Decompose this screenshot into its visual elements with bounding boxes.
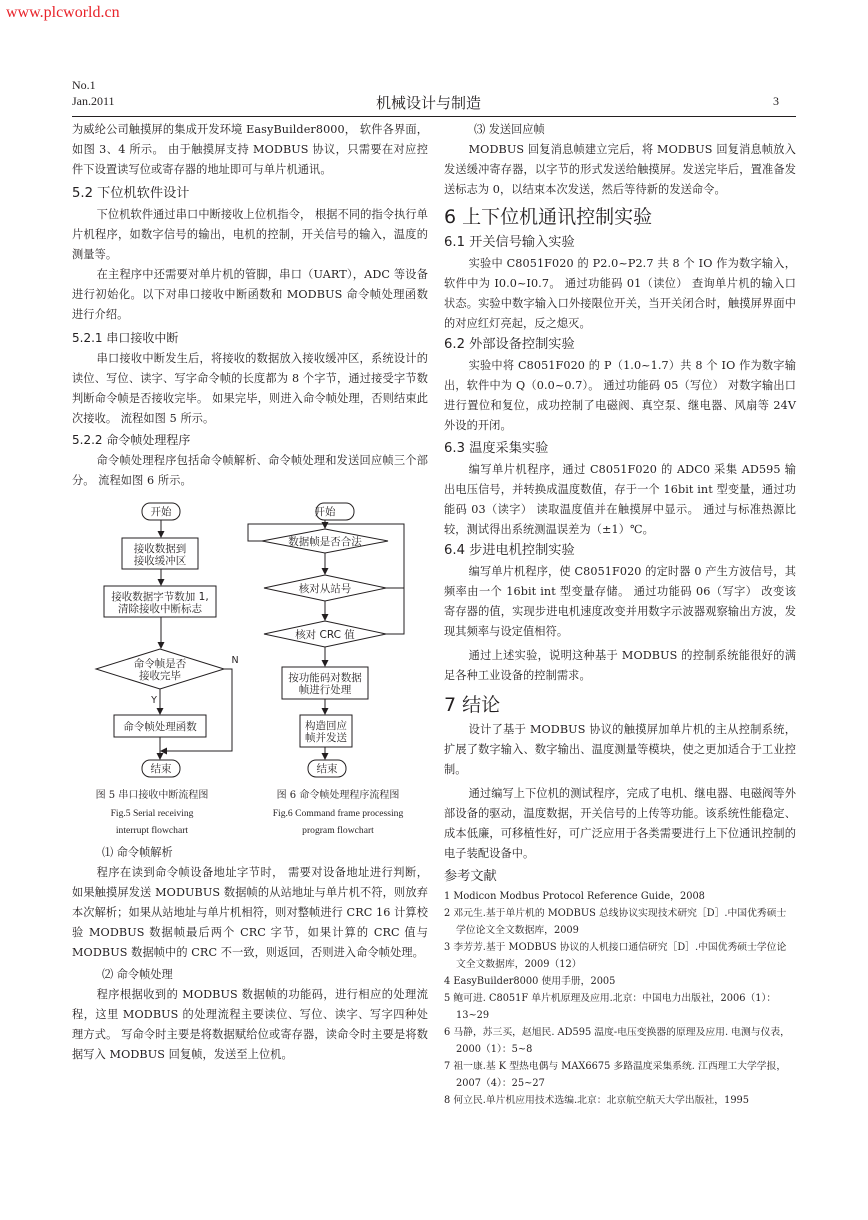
subsection-3-heading: ⑶ 发送回应帧	[474, 123, 545, 136]
fig5-box2-line1: 接收数据字节数加 1,	[111, 591, 209, 603]
fig6-box1-line2: 帧进行处理	[298, 684, 352, 696]
fig5-no-label: N	[231, 655, 239, 666]
flowchart-svg	[72, 501, 428, 781]
reference-item: 3 李芳芳.基于 MODBUS 协议的人机接口通信研究［D］.中国优秀硕士学位论文全文数据库，2009（12）	[444, 942, 787, 970]
section-6-4-heading: 6.4 步进电机控制实验	[444, 543, 575, 558]
section-6-3-para: 编写单片机程序，通过 C8051F020 的 ADC0 采集 AD595 输出电压信号，并转换成温度数值，存于一个 16bit int 型变量，通过功能码 03（读字） 读取温度值并在触摸屏中显示。 通过与标准热源比较，测试得出系统测温误差为（±1）℃。	[444, 463, 796, 536]
fig5-start-label: 开始	[150, 506, 172, 518]
reference-item: 2 邓元生.基于单片机的 MODBUS 总线协议实现技术研究［D］.中国优秀硕士学位论文全文数据库，2009	[444, 908, 787, 936]
subsection-1-para: 程序在读到命令帧设备地址字节时， 需要对设备地址进行判断， 如果触摸屏发送 MODUBUS 数据帧的从站地址与单片机不符，则放弃本次解析；如果从站地址与单片机相符，则对整帧进行 CRC 16 计算校验 MODBUS 数据帧最后两个 CRC 字节，如果计算的 CRC 值与 MODBUS 数据帧中的 CRC 不一致，则返回，否则进入命令帧处理。	[72, 866, 429, 959]
fig5-caption-cn: 图 5 串口接收中断流程图	[95, 790, 209, 801]
section-6-3-heading: 6.3 温度采集实验	[444, 441, 549, 456]
section-5-2-1-para: 串口接收中断发生后，将接收的数据放入接收缓冲区，系统设计的读位、写位、读字、写字命令帧的长度都为 8 个字节，通过接受字节数判断命令帧是否接收完毕。 如果完毕，则进入命令帧处理，否则结束此次接收。 流程如图 5 所示。	[72, 352, 428, 425]
section-5-2-2-para: 命令帧处理程序包括命令帧解析、命令帧处理和发送回应帧三个部分。 流程如图 6 所示。	[72, 454, 428, 487]
reference-item: 4 EasyBuilder8000 使用手册，2005	[444, 976, 616, 987]
references-list	[444, 888, 796, 1109]
fig6-d1-label: 数据帧是否合法	[288, 536, 362, 548]
fig6-end-label: 结束	[316, 763, 338, 775]
page-number: 3	[773, 94, 779, 108]
fig5-decision-line1: 命令帧是否	[133, 658, 187, 670]
subsection-1-heading: ⑴ 命令帧解析	[102, 846, 173, 859]
fig6-caption	[248, 787, 428, 839]
conclusion-para-1: 设计了基于 MODBUS 协议的触摸屏加单片机的主从控制系统，扩展了数字输入、数字输出、温度测量等模块，使之更加适合于工业控制。	[444, 723, 796, 776]
fig5-box2-line2: 清除接收中断标志	[118, 603, 202, 615]
journal-title: 机械设计与制造	[376, 94, 482, 112]
reference-item: 8 何立民.单片机应用技术选编.北京：北京航空航天大学出版社，1995	[444, 1095, 750, 1106]
fig5-decision-line2: 接收完毕	[139, 670, 181, 682]
section-5-2-para-2: 在主程序中还需要对单片机的管脚，串口（UART），ADC 等设备进行初始化。以下对串口接收中断函数和 MODBUS 命令帧处理函数进行介绍。	[72, 268, 428, 321]
fig5-box1-line1: 接收数据到	[133, 543, 187, 555]
left-column	[72, 120, 428, 1065]
fig5-caption-en-1: Fig.5 Serial receiving	[110, 808, 194, 819]
subsection-3-para: MODBUS 回复消息帧建立完后，将 MODBUS 回复消息帧放入发送缓冲寄存器，以字节的形式发送给触摸屏。发送完毕后，置准备发送标志为 0，以结束本次发送，然后等待新的发送命令。	[444, 143, 796, 196]
issue-number: No.1	[72, 78, 96, 92]
section-6-2-para: 实验中将 C8051F020 的 P（1.0~1.7）共 8 个 IO 作为数字输出，软件中为 Q（0.0~0.7）。 通过功能码 05（写位） 对数字输出口进行置位和复位，成功控制了电磁阀、真空泵、继电器、风扇等 24V 外设的开闭。	[444, 359, 796, 432]
fig5-box1-line2: 接收缓冲区	[133, 555, 187, 567]
fig5-yes-label: Y	[151, 695, 157, 706]
fig6-box1-line1: 按功能码对数据	[288, 672, 362, 684]
section-6-2-heading: 6.2 外部设备控制实验	[444, 337, 575, 352]
fig6-caption-en-2: program flowchart	[302, 825, 374, 836]
fig5-process-label: 命令帧处理函数	[123, 721, 197, 733]
watermark: www.plcworld.cn	[6, 4, 120, 21]
fig6-box2-line1: 构造回应	[305, 720, 347, 732]
references-heading: 参考文献	[444, 869, 497, 884]
reference-item: 5 鲍可进. C8051F 单片机原理及应用.北京：中国电力出版社，2006（1）：13~29	[444, 993, 777, 1021]
section-6-1-para: 实验中 C8051F020 的 P2.0~P2.7 共 8 个 IO 作为数字输入，软件中为 I0.0~I0.7。 通过功能码 01（读位） 查询单片机的输入口状态。实验中数字输入口外接限位开关，当开关闭合时，触摸屏界面中的对应红灯亮起，反之熄灭。	[444, 257, 796, 330]
fig6-caption-en-1: Fig.6 Command frame processing	[272, 808, 404, 819]
subsection-2-para: 程序根据收到的 MODBUS 数据帧的功能码，进行相应的处理流程，这里 MODBUS 的处理流程主要读位、写位、读字、写字四种处理方式。 写命令时主要是将数据赋给位或寄存器，读命令时主要是将数据写入 MODBUS 回复帧，发送至上位机。	[72, 988, 428, 1061]
issue-date: Jan.2011	[72, 94, 115, 108]
fig6-d2-label: 核对从站号	[298, 583, 352, 595]
fig5-end-label: 结束	[150, 763, 172, 775]
section-6-4-para: 编写单片机程序，使 C8051F020 的定时器 0 产生方波信号，其频率由一个 16bit int 型变量存储。 通过功能码 06（写字） 改变该寄存器的值，实现步进电机速度改变并用数字示波器观察输出方波，发现其频率与设定值相符。	[444, 565, 796, 638]
flowcharts	[72, 501, 428, 781]
section-6-heading: 6 上下位机通讯控制实验	[444, 206, 653, 228]
reference-item: 6 马静，苏三买，赵旭民. AD595 温度-电压变换器的原理及应用. 电测与仪表，2000（1）：5~8	[444, 1027, 790, 1055]
fig5-caption	[72, 787, 232, 839]
right-column	[444, 120, 796, 1109]
fig6-box2-line2: 帧并发送	[305, 732, 347, 744]
section-5-2-2-heading: 5.2.2 命令帧处理程序	[72, 433, 191, 447]
fig6-start-label: 开始	[314, 506, 336, 518]
section-6-closing-para: 通过上述实验，说明这种基于 MODBUS 的控制系统能很好的满足各种工业设备的控制需求。	[444, 649, 796, 682]
fig6-d3-label: 核对 CRC 值	[295, 629, 355, 641]
intro-paragraph: 为威纶公司触摸屏的集成开发环境 EasyBuilder8000， 软件各界面，如图 3、4 所示。 由于触摸屏支持 MODBUS 协议，只需要在对应控件下设置读写位或寄存器的地址即可与单片机通讯。	[72, 123, 428, 176]
section-5-2-para-1: 下位机软件通过串口中断接收上位机指令， 根据不同的指令执行单片机程序，如数字信号的输出，电机的控制，开关信号的输入，温度的测量等。	[72, 208, 428, 261]
section-5-2-1-heading: 5.2.1 串口接收中断	[72, 331, 179, 345]
section-5-2-heading: 5.2 下位机软件设计	[72, 186, 190, 201]
section-6-1-heading: 6.1 开关信号输入实验	[444, 235, 575, 250]
reference-item: 1 Modicon Modbus Protocol Reference Guide，2008	[444, 891, 705, 902]
fig5-caption-en-2: interrupt flowchart	[115, 825, 189, 836]
reference-item: 7 祖一康.基 K 型热电偶与 MAX6675 多路温度采集系统. 江西理工大学学报，2007（4）：25~27	[444, 1061, 787, 1089]
subsection-2-heading: ⑵ 命令帧处理	[102, 968, 173, 981]
figure-captions	[72, 787, 428, 839]
fig6-caption-cn: 图 6 命令帧处理程序流程图	[276, 790, 400, 801]
conclusion-para-2: 通过编写上下位机的测试程序，完成了电机、继电器、电磁阀等外部设备的驱动，温度数据，开关信号的上传等功能。该系统性能稳定、成本低廉，可移植性好，可广泛应用于各类需要进行上下位通讯控制的电子装配设备中。	[444, 787, 796, 860]
section-7-heading: 7 结论	[444, 694, 501, 716]
header-rule	[72, 116, 796, 117]
